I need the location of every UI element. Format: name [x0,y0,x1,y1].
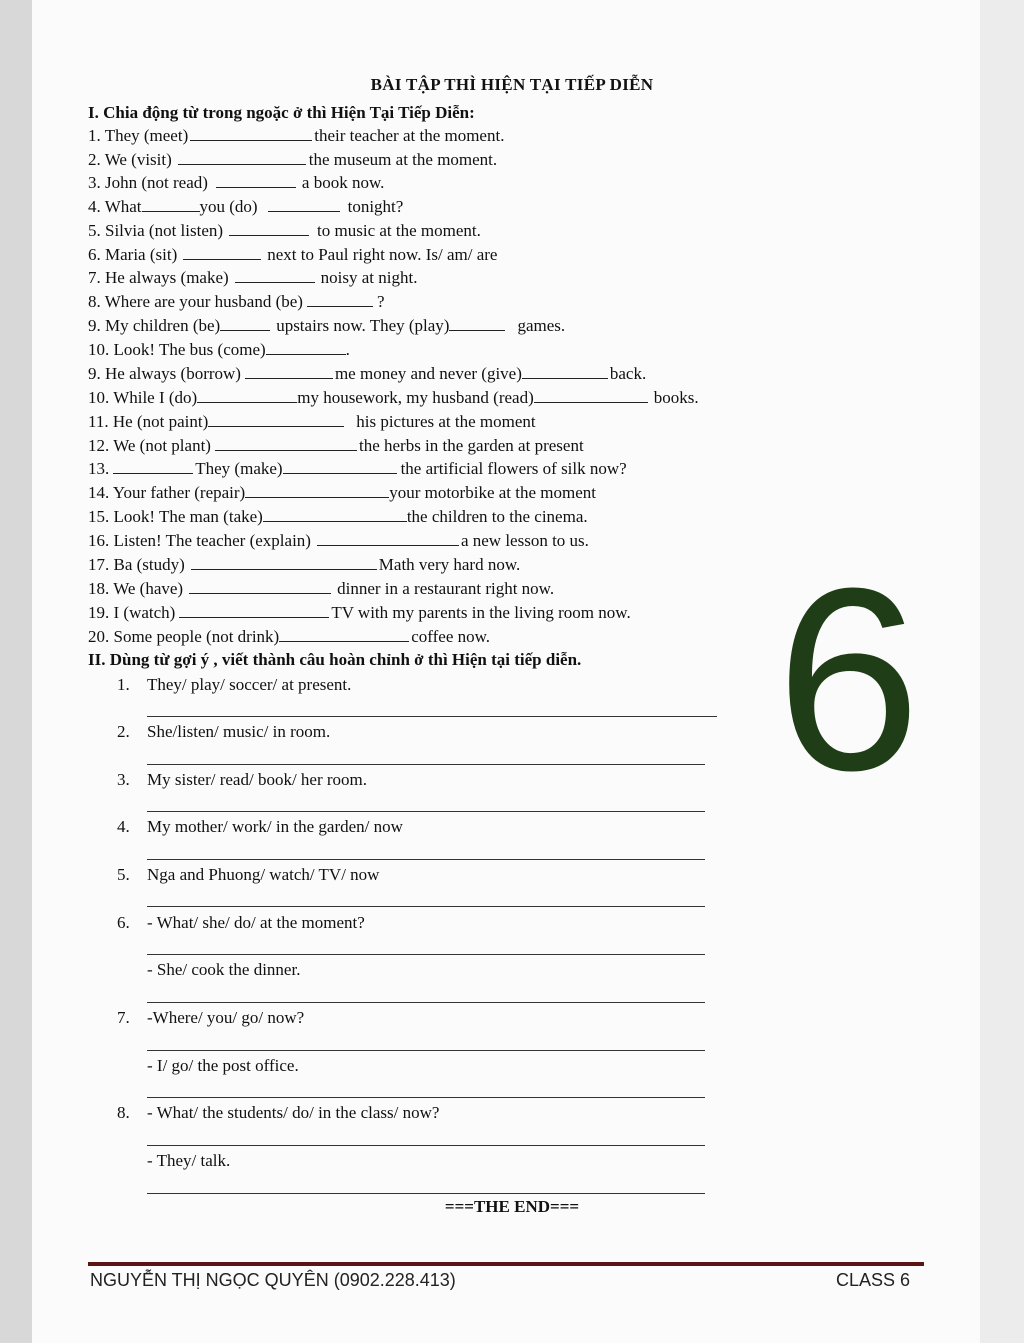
prompt: 9. He always (borrow) [88,364,241,383]
exercise-line [88,221,481,241]
answer-line[interactable] [147,811,705,812]
answer-blank[interactable] [220,316,270,331]
prompt-rest: coffee now. [411,627,491,646]
footer-author: NGUYỄN THỊ NGỌC QUYÊN (0902.228.413) [90,1270,456,1290]
item-number: 8. [117,1103,130,1122]
prompt-rest: his pictures at the moment [356,412,536,431]
answer-blank[interactable] [283,459,397,474]
prompt-rest: the artificial flowers of silk now? [400,459,627,478]
item-prompt: -Where/ you/ go/ now? [147,1008,305,1027]
answer-blank[interactable] [190,126,312,141]
prompt: 3. John (not read) [88,173,208,192]
part2-heading: II. Dùng từ gợi ý , viết thành câu hoàn chỉnh ở thì Hiện tại tiếp diễn. [88,650,582,669]
item-prompt: Nga and Phuong/ watch/ TV/ now [147,865,380,884]
item-prompt: - She/ cook the dinner. [147,960,301,979]
prompt-mid: you (do) [199,197,258,216]
prompt: 7. He always (make) [88,268,229,287]
answer-line[interactable] [147,716,717,717]
answer-blank[interactable] [449,316,505,331]
answer-blank[interactable] [317,531,459,546]
answer-blank[interactable] [191,555,377,570]
answer-blank[interactable] [266,340,346,355]
prompt-rest: dinner in a restaurant right now. [337,579,555,598]
prompt: 5. Silvia (not listen) [88,221,224,240]
answer-blank[interactable] [142,197,200,212]
prompt: 9. My children (be) [88,316,221,335]
prompt-rest: back. [609,364,647,383]
prompt-mid: upstairs now. They (play) [276,316,450,335]
part1-heading: I. Chia động từ trong ngoặc ở thì Hiện Tại Tiếp Diễn: [88,103,475,122]
prompt: 6. Maria (sit) [88,245,178,264]
prompt: 15. Look! The man (take) [88,507,263,526]
exercise-line [88,507,588,527]
prompt-mid: me money and never (give) [334,364,522,383]
answer-line[interactable] [147,1002,705,1003]
prompt-rest: the museum at the moment. [308,150,498,169]
exercise-line [88,459,627,479]
answer-blank[interactable] [189,579,331,594]
exercise-line [88,197,403,217]
answer-blank[interactable] [178,150,306,165]
prompt: 13. [88,459,110,478]
answer-blank[interactable] [216,173,296,188]
answer-blank[interactable] [268,197,340,212]
answer-line[interactable] [147,954,705,955]
prompt: 2. We (visit) [88,150,172,169]
footer-rule [88,1262,924,1266]
item-prompt: My sister/ read/ book/ her room. [147,770,368,789]
prompt: 10. While I (do) [88,388,198,407]
answer-blank[interactable] [229,221,309,236]
worksheet-title: BÀI TẬP THÌ HIỆN TẠI TIẾP DIỄN [370,75,654,94]
item-prompt: - What/ the students/ do/ in the class/ now? [147,1103,440,1122]
item-number: 7. [117,1008,130,1027]
answer-line[interactable] [147,1145,705,1146]
item-number: 5. [117,865,130,884]
prompt-rest: ? [376,292,385,311]
exercise-line [88,364,646,384]
prompt: 1. They (meet) [88,126,189,145]
prompt-rest: your motorbike at the moment [389,483,596,502]
prompt-rest: the children to the cinema. [406,507,588,526]
page-edge [980,0,1024,1343]
prompt: 19. I (watch) [88,603,176,622]
answer-blank[interactable] [534,388,648,403]
answer-line[interactable] [147,859,705,860]
exercise-line [88,316,565,336]
prompt-rest: . [345,340,350,359]
exercise-line [88,412,536,432]
exercise-line [88,340,350,360]
exercise-line [88,531,589,551]
exercise-line [88,579,554,599]
answer-line[interactable] [147,764,705,765]
prompt: 18. We (have) [88,579,184,598]
answer-blank[interactable] [263,507,407,522]
class-number-graphic: 6 [776,535,921,825]
exercise-line [88,483,596,503]
prompt-rest: to music at the moment. [317,221,481,240]
answer-line[interactable] [147,906,705,907]
answer-blank[interactable] [215,436,357,451]
item-number: 2. [117,722,130,741]
prompt-rest: a new lesson to us. [460,531,589,550]
exercise-line [88,292,384,312]
exercise-line [88,268,417,288]
prompt-rest: TV with my parents in the living room now. [331,603,631,622]
answer-blank[interactable] [522,364,608,379]
prompt-rest: Math very hard now. [378,555,521,574]
exercise-line [88,555,520,575]
exercise-line [88,126,504,146]
answer-line[interactable] [147,1050,705,1051]
answer-blank[interactable] [183,245,261,260]
item-prompt: - I/ go/ the post office. [147,1056,299,1075]
prompt-mid: They (make) [195,459,283,478]
prompt-rest: the herbs in the garden at present [358,436,584,455]
item-prompt: My mother/ work/ in the garden/ now [147,817,403,836]
answer-blank[interactable] [245,483,389,498]
exercise-line [88,173,384,193]
item-number: 3. [117,770,130,789]
prompt: 11. He (not paint) [88,412,209,431]
footer-class: CLASS 6 [836,1270,911,1290]
item-prompt: - What/ she/ do/ at the moment? [147,913,365,932]
item-number: 6. [117,913,130,932]
exercise-line [88,627,490,647]
exercise-line [88,603,631,623]
item-number: 1. [117,675,130,694]
exercise-line [88,245,497,265]
prompt: 8. Where are your husband (be) [88,292,303,311]
prompt: 14. Your father (repair) [88,483,246,502]
item-number: 4. [117,817,130,836]
answer-blank[interactable] [113,459,193,474]
answer-line[interactable] [147,1097,705,1098]
prompt: 17. Ba (study) [88,555,185,574]
prompt-rest: their teacher at the moment. [314,126,505,145]
prompt: 20. Some people (not drink) [88,627,280,646]
prompt-rest: a book now. [301,173,385,192]
the-end: ===THE END=== [444,1197,580,1216]
answer-line[interactable] [147,1193,705,1194]
answer-blank[interactable] [235,268,315,283]
item-prompt: She/listen/ music/ in room. [147,722,331,741]
answer-blank[interactable] [197,388,297,403]
exercise-line [88,150,497,170]
exercise-line [88,388,699,408]
prompt-rest: next to Paul right now. Is/ am/ are [267,245,498,264]
item-prompt: They/ play/ soccer/ at present. [147,675,352,694]
prompt-rest: tonight? [347,197,404,216]
item-prompt: - They/ talk. [147,1151,231,1170]
exercise-line [88,436,584,456]
prompt: 10. Look! The bus (come) [88,340,266,359]
prompt: 4. What [88,197,142,216]
answer-blank[interactable] [245,364,333,379]
prompt-rest: games. [517,316,566,335]
answer-blank[interactable] [208,412,344,427]
prompt: 16. Listen! The teacher (explain) [88,531,311,550]
answer-blank[interactable] [179,603,329,618]
answer-blank[interactable] [279,627,409,642]
prompt-mid: my housework, my husband (read) [297,388,534,407]
prompt-rest: noisy at night. [320,268,418,287]
prompt: 12. We (not plant) [88,436,211,455]
prompt-rest: books. [653,388,699,407]
answer-blank[interactable] [307,292,373,307]
